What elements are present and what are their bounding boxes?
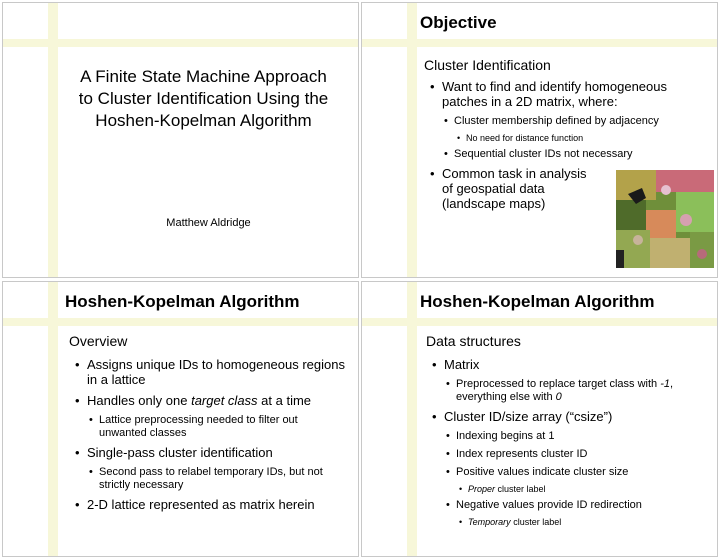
- title-line: Hoshen-Kopelman Algorithm: [95, 111, 312, 130]
- bullet-item: • Positive values indicate cluster size: [444, 466, 707, 479]
- author-name: Matthew Aldridge: [166, 217, 251, 229]
- bullet-list: [73, 357, 346, 518]
- slide-title: [2, 2, 359, 278]
- bullet-item: • Second pass to relabel temporary IDs, but not strictly necessary: [87, 466, 346, 492]
- bullet-item: • Negative values provide ID redirection: [444, 499, 707, 512]
- bullet-item: • Indexing begins at 1: [444, 430, 707, 443]
- bullet-item: • Preprocessed to replace target class with -1, everything else with 0: [444, 378, 707, 404]
- slide-subheading: Data structures: [426, 333, 521, 349]
- slide-subheading: Overview: [69, 333, 128, 349]
- bullet-item: • Cluster membership defined by adjacency: [442, 115, 703, 128]
- bullet-item: • Temporary cluster label: [458, 517, 707, 528]
- slide-heading: Hoshen-Kopelman Algorithm: [65, 292, 300, 311]
- bullet-item: • Lattice preprocessing needed to filter out unwanted classes: [87, 414, 346, 440]
- bullet-item: • Handles only one target class at a time: [73, 393, 346, 408]
- title-line: A Finite State Machine Approach: [80, 67, 327, 86]
- bullet-item: • Index represents cluster ID: [444, 448, 707, 461]
- slide-objective: [361, 2, 718, 278]
- landscape-map-image: [616, 170, 714, 268]
- bullet-item: • No need for distance function: [456, 133, 703, 144]
- bullet-list: [430, 357, 707, 532]
- bullet-item: • Proper cluster label: [458, 484, 707, 495]
- bullet-item: • 2-D lattice represented as matrix herein: [73, 497, 346, 512]
- accent-bar-horizontal: [3, 318, 358, 326]
- slide-hk-data-structures: [361, 281, 718, 557]
- slide-heading: Hoshen-Kopelman Algorithm: [420, 292, 655, 311]
- bullet-item: • Sequential cluster IDs not necessary: [442, 148, 703, 161]
- bullet-item: • Common task in analysis of geospatial data (landscape maps): [428, 166, 592, 211]
- presentation-title: [59, 66, 348, 132]
- slide-subheading: Cluster Identification: [424, 57, 551, 73]
- slide-heading: Objective: [420, 13, 497, 32]
- accent-bar-horizontal: [362, 39, 717, 47]
- bullet-item: • Want to find and identify homogeneous patches in a 2D matrix, where:: [428, 79, 703, 109]
- bullet-item: • Cluster ID/size array (“csize”): [430, 409, 707, 424]
- accent-bar-horizontal: [3, 39, 358, 47]
- bullet-item: • Matrix: [430, 357, 707, 372]
- slide-hk-overview: [2, 281, 359, 557]
- bullet-item: • Single-pass cluster identification: [73, 445, 346, 460]
- accent-bar-horizontal: [362, 318, 717, 326]
- bullet-item: • Assigns unique IDs to homogeneous regions in a lattice: [73, 357, 346, 387]
- title-line: to Cluster Identification Using the: [78, 89, 329, 108]
